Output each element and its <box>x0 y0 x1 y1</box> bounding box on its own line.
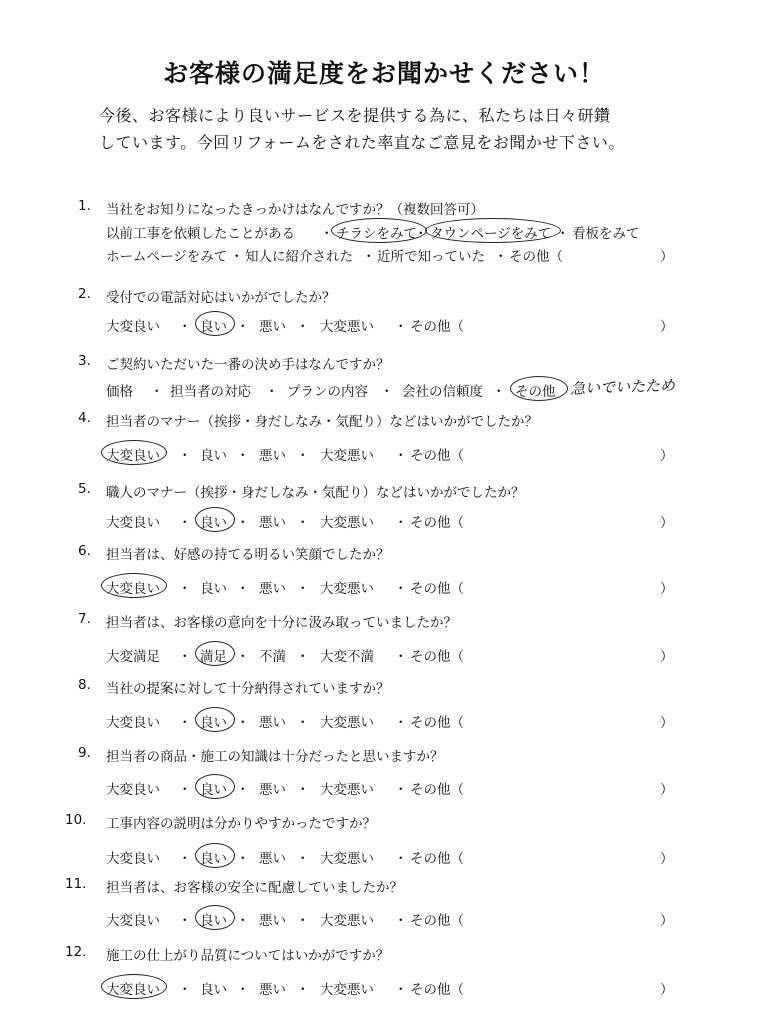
option: 悪い <box>259 581 286 597</box>
option: 看板をみて <box>572 226 640 242</box>
option-separator: ・ <box>236 851 250 867</box>
option: 価格 <box>106 384 133 400</box>
option: 大変悪い <box>320 715 374 731</box>
close-paren: ） <box>660 715 674 731</box>
option-separator: ・ <box>236 581 250 597</box>
option: 大変不満 <box>320 649 374 665</box>
option-separator: ・ <box>296 715 310 731</box>
option-separator: ・ <box>178 715 192 731</box>
option-separator: ・ <box>394 851 408 867</box>
option: その他（ <box>410 581 464 597</box>
option-separator: ・ <box>236 913 250 929</box>
option: 悪い <box>259 515 286 531</box>
option: 大変良い <box>106 319 160 335</box>
option: 良い <box>200 448 227 464</box>
question-text: 担当者のマナー（挨拶・身だしなみ・気配り）などはいかがでしたか？ <box>106 414 538 430</box>
option: 不満 <box>259 649 286 665</box>
option: その他（ <box>410 649 464 665</box>
question-number: 1. <box>78 198 91 214</box>
option-separator: ・ <box>296 319 310 335</box>
option: 大変悪い <box>320 913 374 929</box>
question-text: 受付での電話対応はいかがでしたか？ <box>106 290 336 306</box>
option-separator: ・ <box>178 319 192 335</box>
option-separator: ・ <box>494 249 508 265</box>
option-separator: ・ <box>296 581 310 597</box>
option: 大変良い <box>106 715 160 731</box>
question-text: 当社の提案に対して十分納得されていますか？ <box>106 681 390 697</box>
option: 大変悪い <box>320 515 374 531</box>
option: 悪い <box>259 319 286 335</box>
close-paren: ） <box>660 782 674 798</box>
option: 大変良い <box>106 782 160 798</box>
option: 良い <box>200 515 227 531</box>
option: 大変悪い <box>320 581 374 597</box>
option: 良い <box>200 782 227 798</box>
question-text: 担当者の商品・施工の知識は十分だったと思いますか？ <box>106 749 444 765</box>
option-separator: ・ <box>394 913 408 929</box>
option: 悪い <box>259 715 286 731</box>
intro-line-2: しています。今回リフォームをされた率直なご意見をお聞かせ下さい。 <box>99 133 625 152</box>
option-separator: ・ <box>236 715 250 731</box>
question-number: 11. <box>65 876 87 892</box>
option-separator: ・ <box>236 448 250 464</box>
question-number: 12. <box>65 944 87 960</box>
close-paren: ） <box>660 319 674 335</box>
option-separator: ・ <box>296 448 310 464</box>
handwritten-note: 急いでいたため <box>569 376 676 398</box>
option: 大変良い <box>106 448 160 464</box>
question-number: 5. <box>78 481 91 497</box>
option-separator: ・ <box>230 249 244 265</box>
option: プランの内容 <box>287 384 368 400</box>
question-text: 職人のマナー（挨拶・身だしなみ・気配り）などはいかがでしたか？ <box>106 485 525 501</box>
option: 近所で知っていた <box>377 249 485 265</box>
option: 知人に紹介された <box>245 249 353 265</box>
option-separator: ・ <box>236 515 250 531</box>
option: ホームページをみて <box>106 249 228 265</box>
option-separator: ・ <box>394 515 408 531</box>
option: 良い <box>200 319 227 335</box>
option-separator: ・ <box>296 982 310 998</box>
option: その他（ <box>410 715 464 731</box>
option-separator: ・ <box>178 782 192 798</box>
close-paren: ） <box>660 851 674 867</box>
intro-line-1: 今後、お客様により良いサービスを提供する為に、私たちは日々研鑽 <box>99 106 611 125</box>
option: その他（ <box>410 982 464 998</box>
option: 良い <box>200 982 227 998</box>
option: 大変良い <box>106 581 160 597</box>
question-number: 9. <box>78 745 91 761</box>
option: 大変悪い <box>320 982 374 998</box>
question-number: 2. <box>78 286 91 302</box>
option: その他（ <box>410 782 464 798</box>
option-separator: ・ <box>380 384 394 400</box>
option: 大変良い <box>106 913 160 929</box>
question-text: 施工の仕上がり品質についてはいかがですか？ <box>106 948 390 964</box>
option: 悪い <box>259 448 286 464</box>
option-separator: ・ <box>362 249 376 265</box>
question-number: 6. <box>78 543 91 559</box>
question-number: 8. <box>78 677 91 693</box>
option: その他（ <box>410 515 464 531</box>
close-paren: ） <box>660 448 674 464</box>
option: 大変良い <box>106 982 160 998</box>
option-separator: ・ <box>394 448 408 464</box>
option: タウンページをみて <box>430 226 552 242</box>
option: 大変良い <box>106 515 160 531</box>
option: 大変悪い <box>320 319 374 335</box>
option-separator: ・ <box>492 384 506 400</box>
close-paren: ） <box>660 581 674 597</box>
option-separator: ・ <box>178 581 192 597</box>
option-separator: ・ <box>178 649 192 665</box>
question-text: 担当者は、お客様の意向を十分に汲み取っていましたか？ <box>106 615 457 631</box>
option-separator: ・ <box>178 913 192 929</box>
option-separator: ・ <box>236 982 250 998</box>
option-separator: ・ <box>320 226 334 242</box>
close-paren: ） <box>660 515 674 531</box>
option-separator: ・ <box>178 851 192 867</box>
option-separator: ・ <box>296 913 310 929</box>
option: 大変悪い <box>320 782 374 798</box>
close-paren: ） <box>660 649 674 665</box>
option: 良い <box>200 715 227 731</box>
option-separator: ・ <box>236 649 250 665</box>
option-separator: ・ <box>556 226 570 242</box>
option: 悪い <box>259 782 286 798</box>
option-separator: ・ <box>178 448 192 464</box>
option: 以前工事を依頼したことがある <box>106 226 295 242</box>
question-text: ご契約いただいた一番の決め手はなんですか？ <box>106 357 390 373</box>
close-paren: ） <box>660 913 674 929</box>
option-separator: ・ <box>150 384 164 400</box>
question-number: 4. <box>78 410 91 426</box>
question-text: 担当者は、お客様の安全に配慮していましたか？ <box>106 880 403 896</box>
option-separator: ・ <box>236 319 250 335</box>
option: 担当者の対応 <box>170 384 251 400</box>
option-separator: ・ <box>236 782 250 798</box>
option: 大変悪い <box>320 851 374 867</box>
option: 悪い <box>259 913 286 929</box>
question-number: 10. <box>65 812 87 828</box>
option: その他（ <box>509 249 563 265</box>
option-separator: ・ <box>296 782 310 798</box>
option: その他（ <box>410 319 464 335</box>
question-number: 3. <box>78 353 91 369</box>
option: 大変満足 <box>106 649 160 665</box>
option-separator: ・ <box>394 715 408 731</box>
option: その他（ <box>410 913 464 929</box>
option-separator: ・ <box>394 649 408 665</box>
option: 満足 <box>200 649 227 665</box>
question-number: 7. <box>78 611 91 627</box>
option-separator: ・ <box>296 515 310 531</box>
question-text: 工事内容の説明は分かりやすかったですか？ <box>106 816 376 832</box>
option: 良い <box>200 581 227 597</box>
option: 良い <box>200 913 227 929</box>
option-separator: ・ <box>394 982 408 998</box>
option: 良い <box>200 851 227 867</box>
close-paren: ） <box>660 249 674 265</box>
option-separator: ・ <box>296 649 310 665</box>
option-separator: ・ <box>178 982 192 998</box>
option: 悪い <box>259 851 286 867</box>
option-separator: ・ <box>414 226 428 242</box>
question-text: 当社をお知りになったきっかけはなんですか？（複数回答可） <box>106 202 484 218</box>
option-separator: ・ <box>394 581 408 597</box>
option: その他（ <box>410 851 464 867</box>
option-separator: ・ <box>394 319 408 335</box>
option: その他（ <box>410 448 464 464</box>
option: 大変良い <box>106 851 160 867</box>
option: その他 <box>515 384 556 400</box>
close-paren: ） <box>660 982 674 998</box>
option-separator: ・ <box>394 782 408 798</box>
option: 悪い <box>259 982 286 998</box>
option-separator: ・ <box>296 851 310 867</box>
option: チラシをみて <box>336 226 417 242</box>
option-separator: ・ <box>178 515 192 531</box>
page-title: お客様の満足度をお聞かせください！ <box>162 59 605 88</box>
option: 会社の信頼度 <box>402 384 483 400</box>
option: 大変悪い <box>320 448 374 464</box>
question-text: 担当者は、好感の持てる明るい笑顔でしたか？ <box>106 547 390 563</box>
option-separator: ・ <box>265 384 279 400</box>
